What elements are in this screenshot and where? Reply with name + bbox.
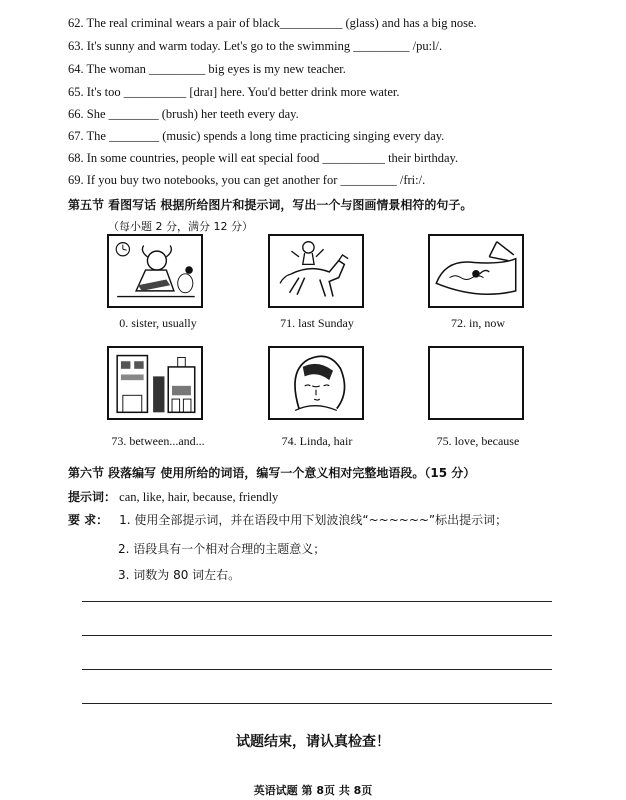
- picture-72-swimming-pool: [428, 234, 524, 308]
- question-66: 66. She ________ (brush) her teeth every day.: [68, 107, 299, 121]
- question-68: 68. In some countries, people will eat special food __________ their birthday.: [68, 151, 459, 165]
- question-65: 65. It's too __________ [draɪ] here. You'd better drink more water.: [68, 85, 400, 99]
- hint-label: 提示词：: [68, 490, 117, 504]
- picture-73-buildings: [107, 346, 203, 420]
- girl-reading-icon: [109, 236, 201, 306]
- section5-scoring: （每小题 2 分，满分 12 分）: [108, 220, 253, 233]
- caption-73: 73. between...and...: [111, 434, 205, 448]
- requirement-1: 1. 使用全部提示词，并在语段中用下划波浪线“~~~~~~”标出提示词；: [119, 513, 508, 527]
- requirement-label: 要 求：: [68, 513, 109, 527]
- buildings-icon: [109, 348, 201, 418]
- picture-75-blank: [428, 346, 524, 420]
- requirement-row-1: [68, 511, 507, 528]
- caption-72: 72. in, now: [451, 316, 505, 330]
- question-62: 62. The real criminal wears a pair of black__________ (glass) and has a big nose.: [68, 16, 477, 30]
- hint-row: [68, 488, 278, 505]
- section5-title: 第五节 看图写话 根据所给图片和提示词，写出一个与图画情景相符的句子。: [68, 198, 473, 212]
- picture-71-horse-rider: [268, 234, 364, 308]
- writing-line[interactable]: [82, 669, 552, 670]
- question-67: 67. The ________ (music) spends a long time practicing singing every day.: [68, 129, 445, 143]
- picture-0-girl-reading: [107, 234, 203, 308]
- caption-0: 0. sister, usually: [119, 316, 197, 330]
- requirement-2: 2. 语段具有一个相对合理的主题意义；: [118, 542, 326, 556]
- question-69: 69. If you buy two notebooks, you can get another for _________ /fri:/.: [68, 173, 426, 187]
- question-64: 64. The woman _________ big eyes is my new teacher.: [68, 62, 346, 76]
- hint-words: can, like, hair, because, friendly: [119, 490, 279, 504]
- woman-hair-icon: [270, 348, 362, 418]
- horse-rider-icon: [270, 236, 362, 306]
- page-footer: 英语试题 第 8页 共 8页: [253, 784, 373, 797]
- caption-75: 75. love, because: [436, 434, 520, 448]
- picture-74-woman-hair: [268, 346, 364, 420]
- ending-message: 试题结束，请认真检查！: [236, 734, 390, 750]
- writing-line[interactable]: [82, 601, 552, 602]
- caption-71: 71. last Sunday: [280, 316, 354, 330]
- writing-line[interactable]: [82, 635, 552, 636]
- caption-74: 74. Linda, hair: [281, 434, 353, 448]
- question-63: 63. It's sunny and warm today. Let's go to the swimming _________ /pu:l/.: [68, 39, 443, 53]
- requirement-3: 3. 词数为 80 词左右。: [118, 568, 241, 582]
- section6-title: 第六节 段落编写 使用所给的词语，编写一个意义相对完整地语段。（15 分）: [68, 466, 476, 480]
- swimming-pool-icon: [430, 236, 522, 306]
- writing-line[interactable]: [82, 703, 552, 704]
